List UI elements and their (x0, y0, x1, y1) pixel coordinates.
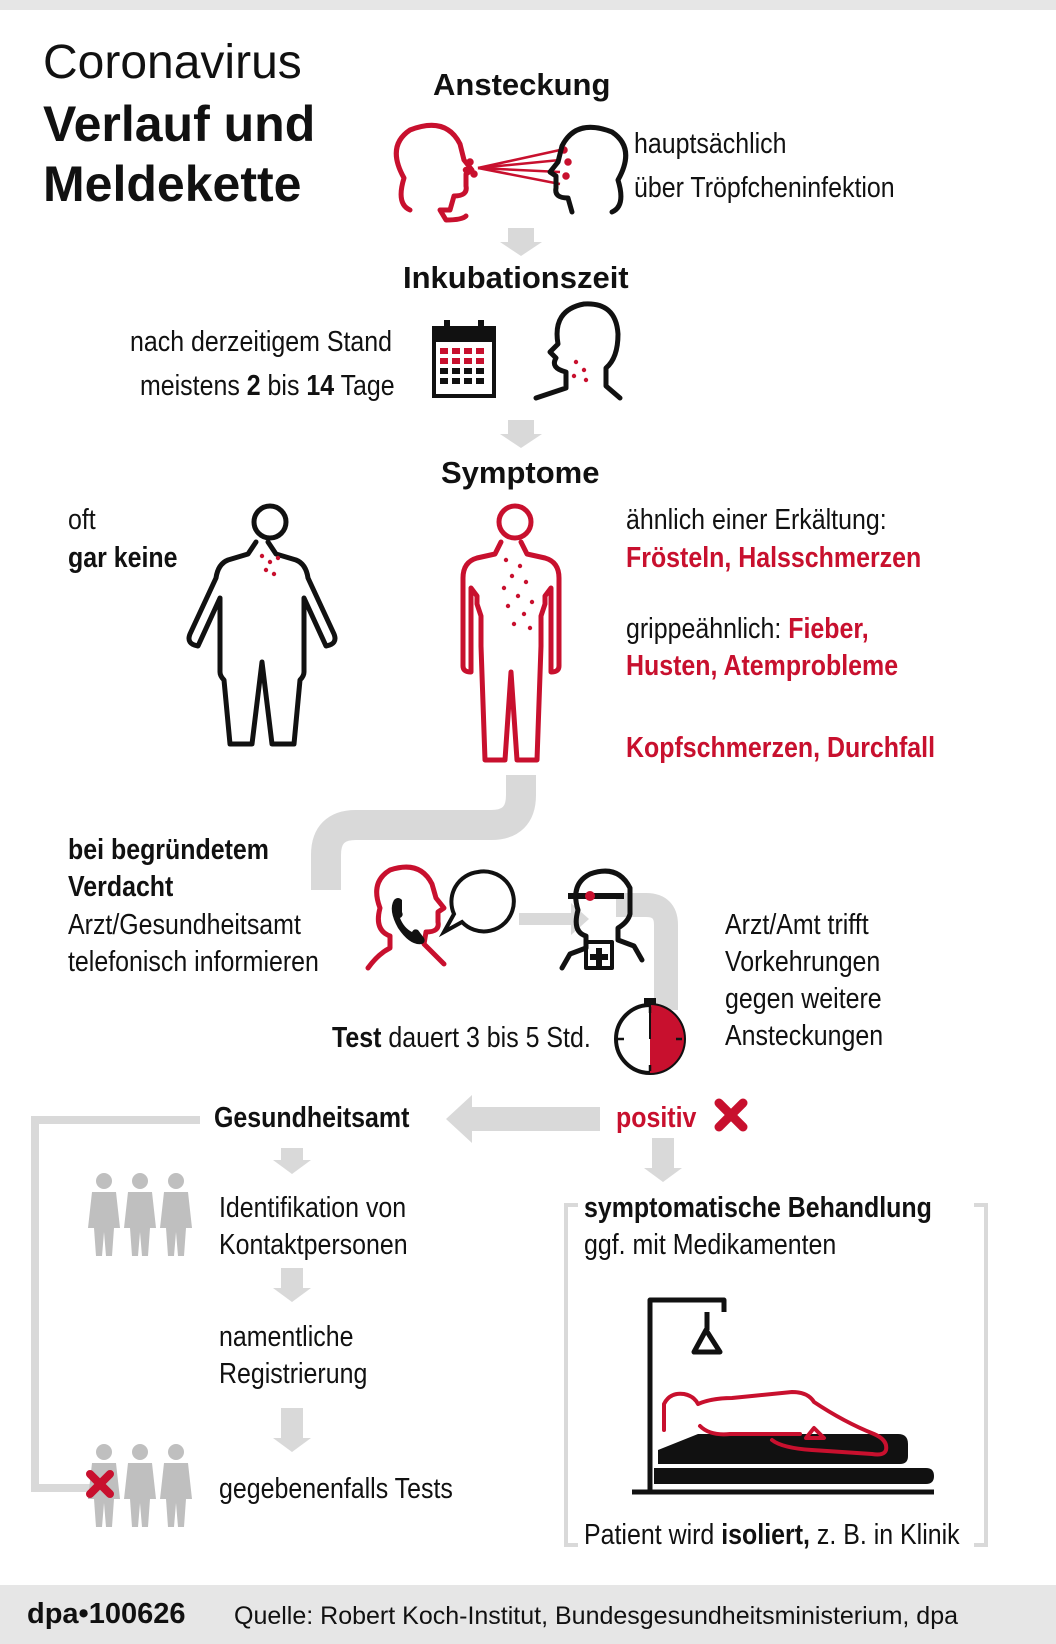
gesundheitsamt-step3: gegebenenfalls Tests (219, 1473, 453, 1505)
arrow-inkubation-symptome (500, 420, 542, 448)
test-duration: Test dauert 3 bis 5 Std. (332, 1022, 591, 1054)
receiving-person-icon (550, 127, 626, 212)
symptome-right-line5: Kopfschmerzen, Durchfall (626, 732, 936, 764)
arzt-line1: Arzt/Amt trifft (725, 909, 869, 941)
title-line2: Verlauf und (43, 96, 316, 152)
verdacht-line4: telefonisch informieren (68, 946, 319, 978)
symptome-left-line1: oft (68, 504, 96, 536)
ansteckung-line1: hauptsächlich (634, 128, 787, 160)
incubating-head-icon (536, 304, 620, 398)
inkubation-line2: meistens 2 bis 14 Tage (140, 370, 395, 402)
gesundheitsamt-heading: Gesundheitsamt (214, 1102, 410, 1134)
contact-person-figure (160, 1173, 192, 1256)
arrow-positiv-behandlung (644, 1138, 682, 1182)
arrow-step2-step3 (273, 1408, 311, 1452)
contact-person-figure (124, 1173, 156, 1256)
behandlung-isoliert: Patient wird isoliert, z. B. in Klinik (584, 1519, 960, 1551)
gesundheitsamt-step1-line2: Kontaktpersonen (219, 1229, 408, 1261)
contact-persons-icon (88, 1173, 192, 1256)
tested-person-figure (160, 1444, 192, 1527)
ansteckung-line2: über Tröpfcheninfektion (634, 172, 895, 204)
inkubation-line1: nach derzeitigem Stand (130, 326, 393, 358)
positive-cross-icon (719, 1103, 743, 1127)
telephone-handset-icon (392, 898, 425, 944)
inkubation-heading: Inkubationszeit (403, 260, 629, 295)
symptome-right-line2: Frösteln, Halsschmerzen (626, 542, 922, 574)
contact-person-figure (88, 1173, 120, 1256)
arzt-line4: Ansteckungen (725, 1020, 884, 1052)
healthy-body-dots-icon (260, 554, 280, 576)
arzt-line3: gegen weitere (725, 983, 882, 1015)
tested-person-figure (124, 1444, 156, 1527)
medical-cross-icon (590, 948, 608, 966)
verdacht-line2: Verdacht (68, 871, 174, 903)
dpa-logo: dpa•100626 (27, 1598, 186, 1630)
verdacht-line1: bei begründetem (68, 834, 269, 866)
arrow-ansteckung-inkubation (500, 228, 542, 256)
gesundheitsamt-step2-line2: Registrierung (219, 1358, 368, 1390)
symptome-heading: Symptome (441, 455, 600, 490)
arrow-step1-step2 (273, 1268, 311, 1302)
behandlung-line2: ggf. mit Medikamenten (584, 1229, 837, 1261)
arrow-gesundheitsamt-step1 (273, 1148, 311, 1174)
infecting-person-icon (396, 125, 472, 220)
gesundheitsamt-step2-line1: namentliche (219, 1321, 354, 1353)
healthy-body-icon (189, 506, 335, 744)
symptome-right-line3: grippeähnlich: Fieber, (626, 613, 869, 645)
arrow-positiv-gesundheitsamt (446, 1095, 600, 1143)
mattress-icon (654, 1434, 934, 1484)
symptome-left-line2: gar keine (68, 542, 178, 574)
sick-body-icon (463, 506, 559, 760)
footer-source: Quelle: Robert Koch-Institut, Bundesgesundheitsministerium, dpa (234, 1602, 958, 1630)
title-line1: Coronavirus (43, 36, 302, 89)
phone-caller-icon (368, 867, 444, 968)
calendar-icon (434, 320, 494, 396)
verdacht-line3: Arzt/Gesundheitsamt (68, 909, 301, 941)
sick-body-dots-icon (502, 558, 534, 630)
symptome-right-line1: ähnlich einer Erkältung: (626, 504, 887, 536)
incubation-dots-icon (572, 360, 588, 382)
ansteckung-heading: Ansteckung (433, 67, 611, 102)
title-line3: Meldekette (43, 156, 302, 212)
gesundheitsamt-step1-line1: Identifikation von (219, 1192, 407, 1224)
symptome-right-line4: Husten, Atemprobleme (626, 650, 899, 682)
positiv-label: positiv (616, 1102, 697, 1134)
speech-bubble-icon (444, 871, 514, 932)
arzt-line2: Vorkehrungen (725, 946, 881, 978)
behandlung-heading: symptomatische Behandlung (584, 1192, 932, 1224)
